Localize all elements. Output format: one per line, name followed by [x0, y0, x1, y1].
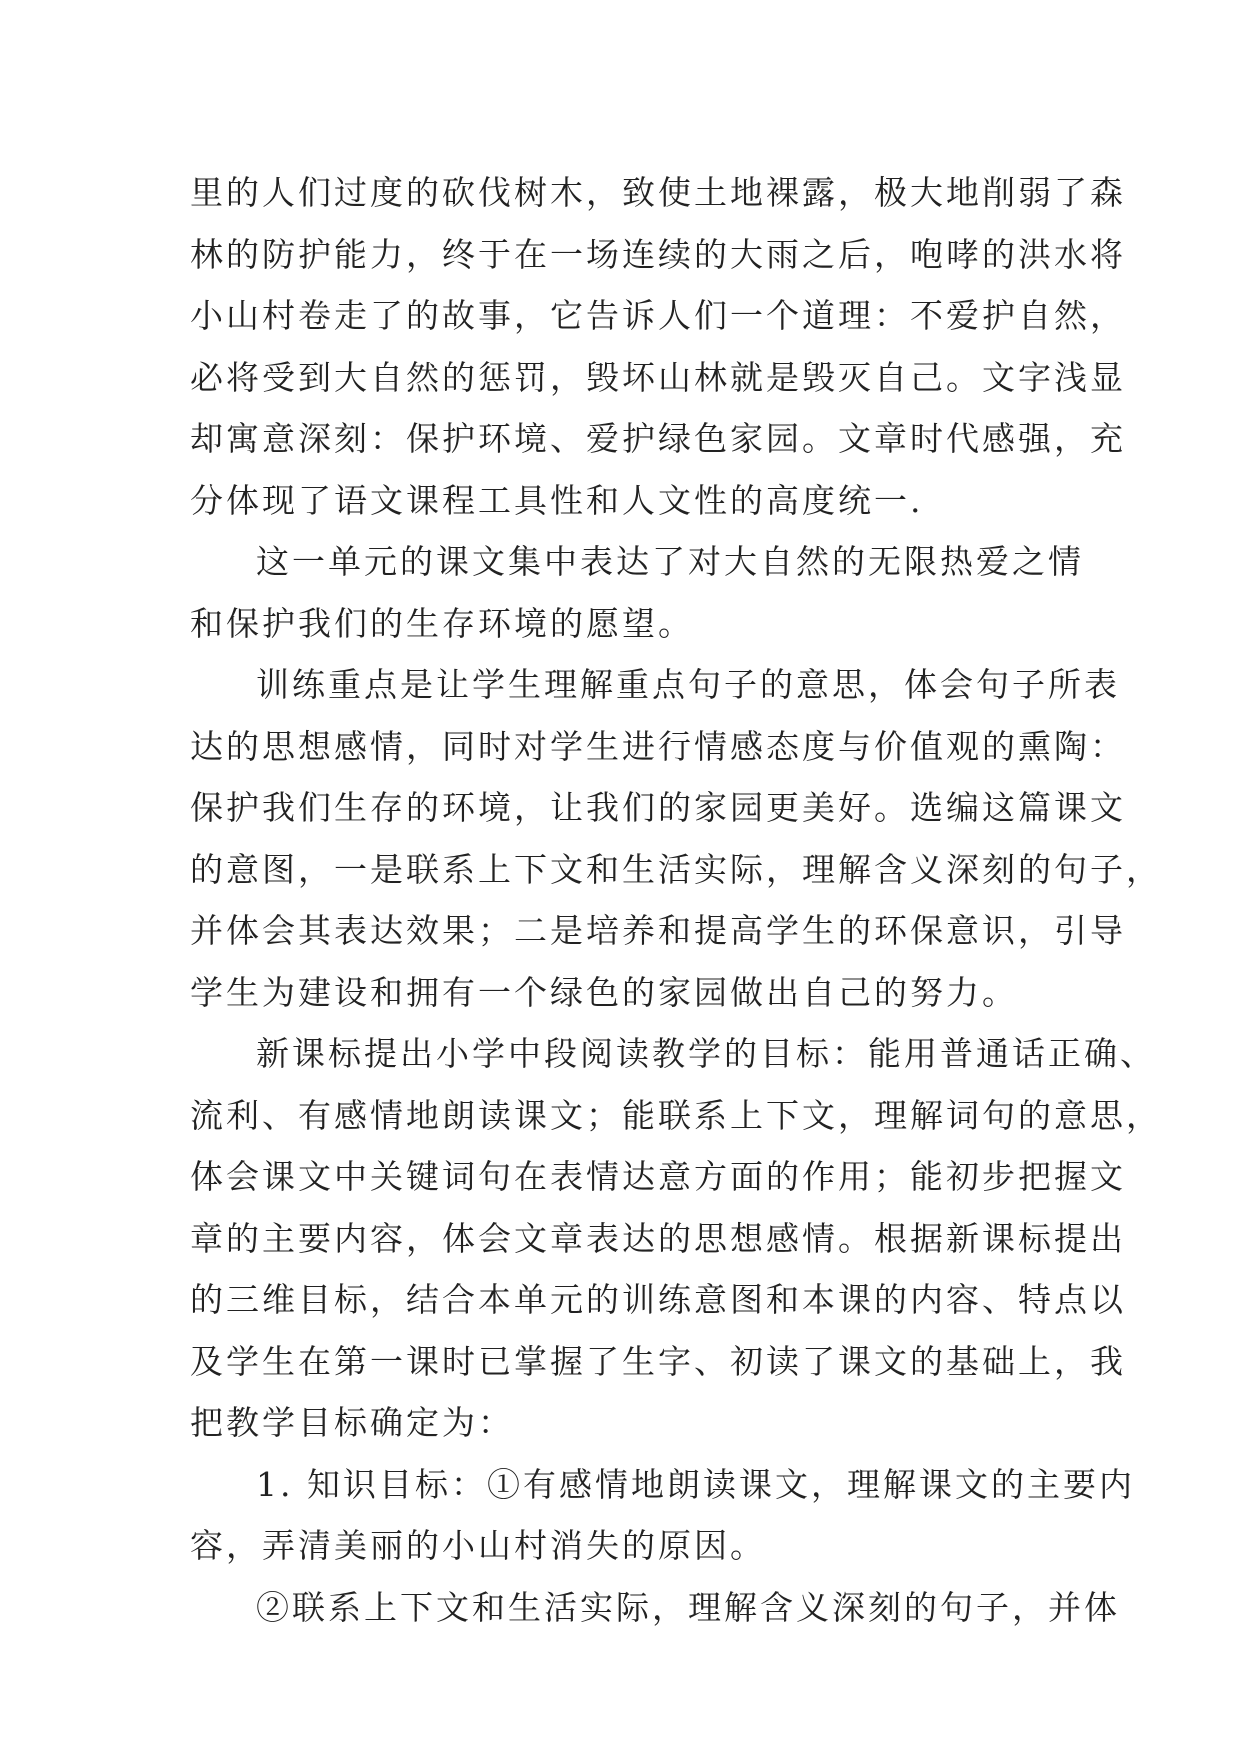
text-line: 却寓意深刻：保护环境、爱护绿色家园。文章时代感强，充 — [190, 419, 1126, 458]
text-line: 并体会其表达效果；二是培养和提高学生的环保意识，引导 — [190, 911, 1126, 950]
paragraph-first-line: 新课标提出小学中段阅读教学的目标：能用普通话正确、 — [256, 1034, 1156, 1073]
text-line: 容，弄清美丽的小山村消失的原因。 — [190, 1526, 766, 1565]
text-line: 体会课文中关键词句在表情达意方面的作用；能初步把握文 — [190, 1157, 1126, 1196]
text-line: 达的思想感情，同时对学生进行情感态度与价值观的熏陶： — [190, 726, 1126, 766]
text-line: 学生为建设和拥有一个绿色的家园做出自己的努力。 — [190, 972, 1018, 1012]
text-line: 林的防护能力，终于在一场连续的大雨之后，咆哮的洪水将 — [190, 234, 1126, 274]
paragraph-first-line: 训练重点是让学生理解重点句子的意思，体会句子所表 — [256, 665, 1120, 704]
text-line: 的三维目标，结合本单元的训练意图和本课的内容、特点以 — [190, 1280, 1126, 1319]
document-body — [190, 162, 1162, 1638]
text-line: 小山村卷走了的故事，它告诉人们一个道理：不爱护自然， — [190, 296, 1126, 335]
text-line: 必将受到大自然的惩罚，毁坏山林就是毁灭自己。文字浅显 — [190, 357, 1126, 397]
text-line: 里的人们过度的砍伐树木，致使土地裸露，极大地削弱了森 — [190, 173, 1126, 212]
text-line: 和保护我们的生存环境的愿望。 — [190, 603, 694, 643]
paragraph-first-line: ②联系上下文和生活实际，理解含义深刻的句子，并体 — [256, 1587, 1120, 1627]
text-line: 及学生在第一课时已掌握了生字、初读了课文的基础上，我 — [190, 1341, 1126, 1381]
text-line: 把教学目标确定为： — [190, 1403, 514, 1442]
text-line: 章的主要内容，体会文章表达的思想感情。根据新课标提出 — [190, 1218, 1126, 1258]
text-line: 分体现了语文课程工具性和人文性的高度统一. — [190, 480, 924, 520]
paragraph-first-line: 这一单元的课文集中表达了对大自然的无限热爱之情 — [256, 542, 1084, 581]
text-line: 流利、有感情地朗读课文；能联系上下文，理解词句的意思， — [190, 1095, 1162, 1135]
text-line: 保护我们生存的环境，让我们的家园更美好。选编这篇课文 — [190, 788, 1126, 827]
text-line: 的意图，一是联系上下文和生活实际，理解含义深刻的句子， — [190, 849, 1162, 889]
paragraph-first-line: 1. 知识目标：①有感情地朗读课文，理解课文的主要内 — [256, 1464, 1135, 1504]
